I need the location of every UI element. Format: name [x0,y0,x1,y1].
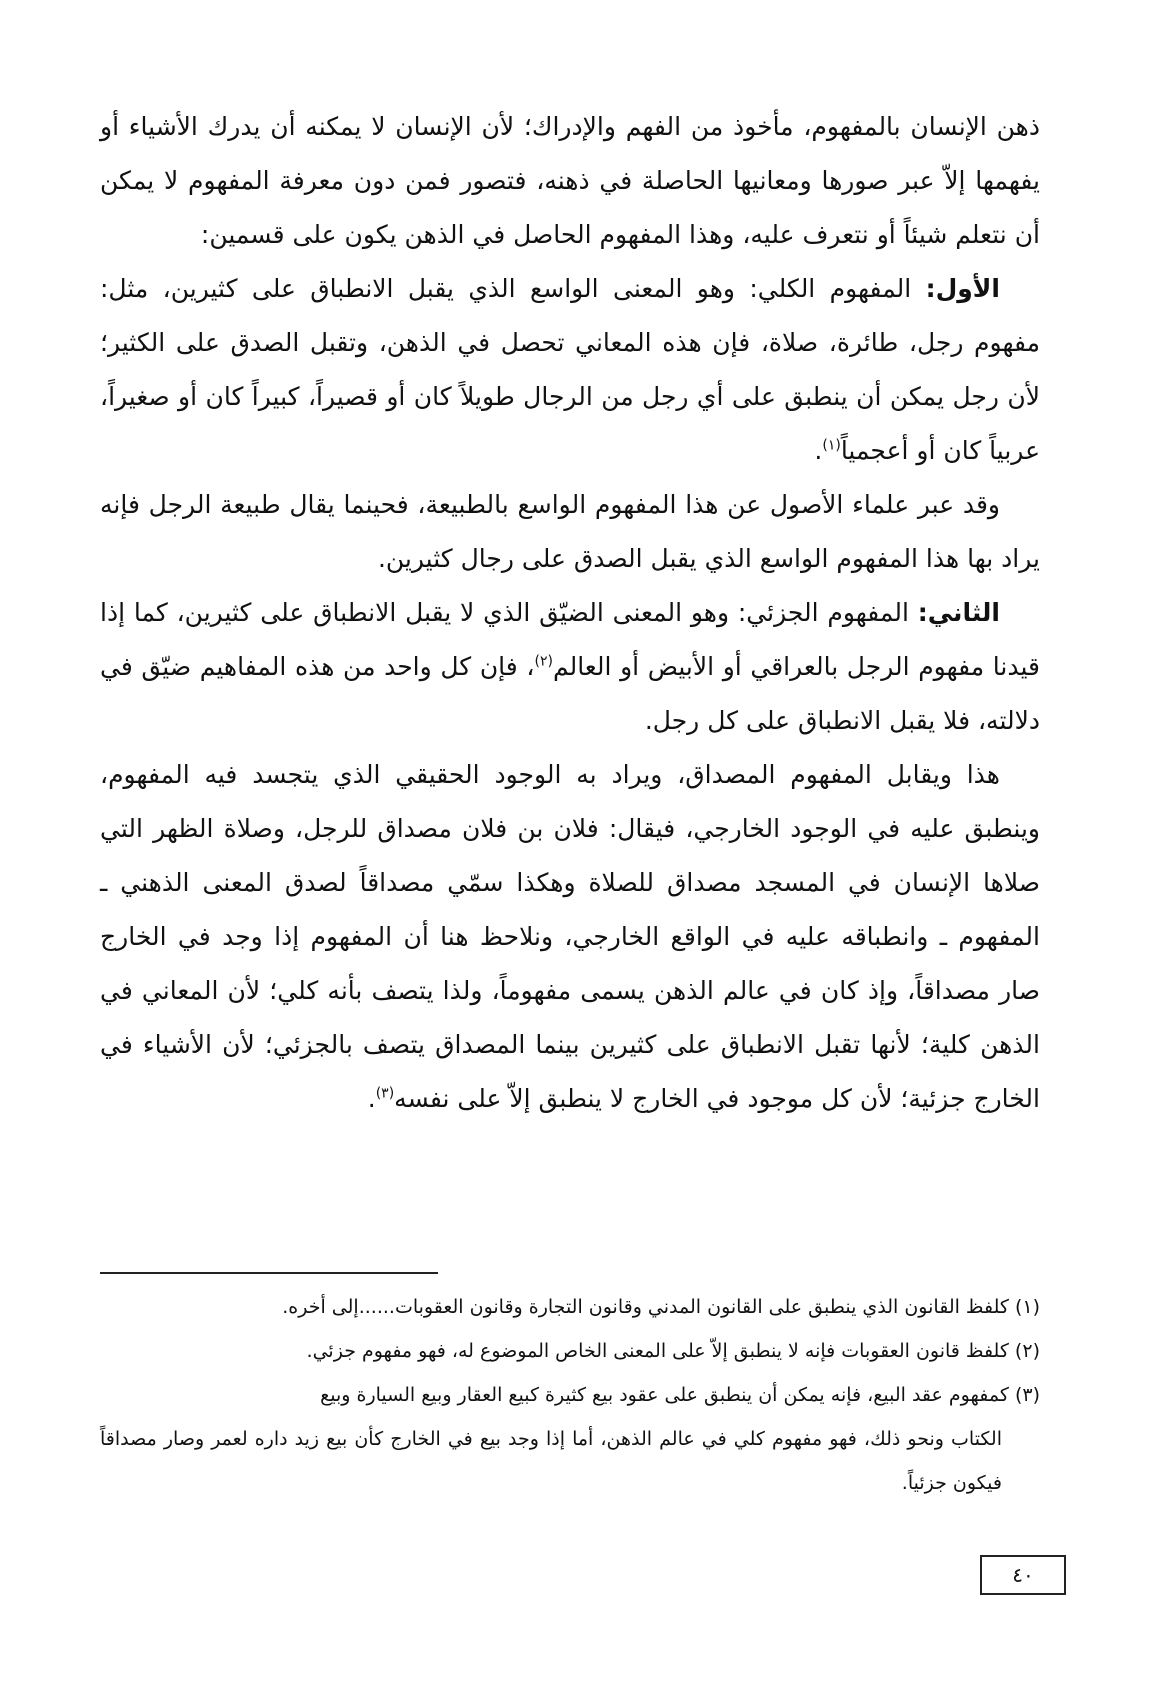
footnote-2: (٢) كلفظ قانون العقوبات فإنه لا ينطبق إلاّ على المعنى الخاص الموضوع له، فهو مفهوم جزئي. [306,1340,1040,1362]
paragraph-1 [100,100,1040,262]
footnote-separator [100,1272,438,1274]
paragraph-5-end: . [367,1084,376,1113]
page-body [100,100,1040,1126]
paragraph-3-text: وقد عبر علماء الأصول عن هذا المفهوم الواسع بالطبيعة، فحينما يقال طبيعة الرجل فإنه يراد بها هذا المفهوم الواسع الذي يقبل الصدق على رجال كثيرين. [100,490,1040,573]
paragraph-3 [100,478,1040,586]
paragraph-4-text-b: ، فإن كل واحد من هذه المفاهيم ضيّق في دلالته، فلا يقبل الانطباق على كل رجل. [100,652,1040,735]
footnote-3-continuation: الكتاب ونحو ذلك، فهو مفهوم كلي في عالم الذهن، أما إذا وجد بيع في الخارج كأن بيع زيد داره لعمر وصار مصداقاً فيكون جزئياً. [100,1428,1002,1494]
page-number-text: ٤٠ [1012,1563,1034,1587]
paragraph-4 [100,586,1040,748]
paragraph-5-text: هذا ويقابل المفهوم المصداق، ويراد به الوجود الحقيقي الذي يتجسد فيه المفهوم، وينطبق عليه في الوجود الخارجي، فيقال: فلان بن فلان مصداق للرجل، وصلاة الظهر التي صلاها الإنسان في المسجد مصداق للصلاة وهكذا سمّي مصداقاً لصدق المعنى الذهني ـ المفهوم ـ وانطباقه عليه في الواقع الخارجي، ونلاحظ هنا أن المفهوم إذا وجد في الخارج صار مصداقاً، وإذ كان في عالم الذهن يسمى مفهوماً، ولذا يتصف بأنه كلي؛ لأن المعاني في الذهن كلية؛ لأنها تقبل الانطباق على كثيرين بينما المصداق يتصف بالجزئي؛ لأن الأشياء في الخارج جزئية؛ لأن كل موجود في الخارج لا ينطبق إلاّ على نفسه [100,760,1040,1113]
paragraph-4-lead: الثاني: [917,598,1000,627]
main-text [100,100,1040,1126]
footnote-ref-2[interactable]: (٢) [534,653,553,670]
paragraph-2-text: المفهوم الكلي: وهو المعنى الواسع الذي يقبل الانطباق على كثيرين، مثل: مفهوم رجل، طائرة، صلاة، فإن هذه المعاني تحصل في الذهن، وتقبل الصدق على الكثير؛ لأن رجل يمكن أن ينطبق على أي رجل من الرجال طويلاً كان أو قصيراً، كبيراً كان أو صغيراً، عربياً كان أو أعجمياً [100,274,1040,465]
page-number [980,1555,1066,1595]
paragraph-2 [100,262,1040,478]
footnote-ref-3[interactable]: (٣) [375,1085,395,1102]
paragraph-5 [100,748,1040,1126]
footnote-3: (٣) كمفهوم عقد البيع، فإنه يمكن أن ينطبق على عقود بيع كثيرة كبيع العقار وبيع السيارة وبيع [320,1384,1040,1406]
footnotes [100,1285,1040,1505]
footnote-ref-1[interactable]: (١) [822,437,841,454]
paragraph-2-end: . [814,436,823,465]
paragraph-4-text-a: المفهوم الجزئي: وهو المعنى الضيّق الذي لا يقبل الانطباق على كثيرين، كما إذا قيدنا مفهوم الرجل بالعراقي أو الأبيض أو العالم [100,598,1040,681]
footnote-1: (١) كلفظ القانون الذي ينطبق على القانون المدني وقانون التجارة وقانون العقوبات......إلى أخره. [282,1296,1040,1318]
paragraph-2-lead: الأول: [925,274,1000,303]
paragraph-1-text: ذهن الإنسان بالمفهوم، مأخوذ من الفهم والإدراك؛ لأن الإنسان لا يمكنه أن يدرك الأشياء أو يفهمها إلاّ عبر صورها ومعانيها الحاصلة في ذهنه، فتصور فمن دون معرفة المفهوم لا يمكن أن نتعلم شيئاً أو نتعرف عليه، وهذا المفهوم الحاصل في الذهن يكون على قسمين: [100,112,1040,249]
